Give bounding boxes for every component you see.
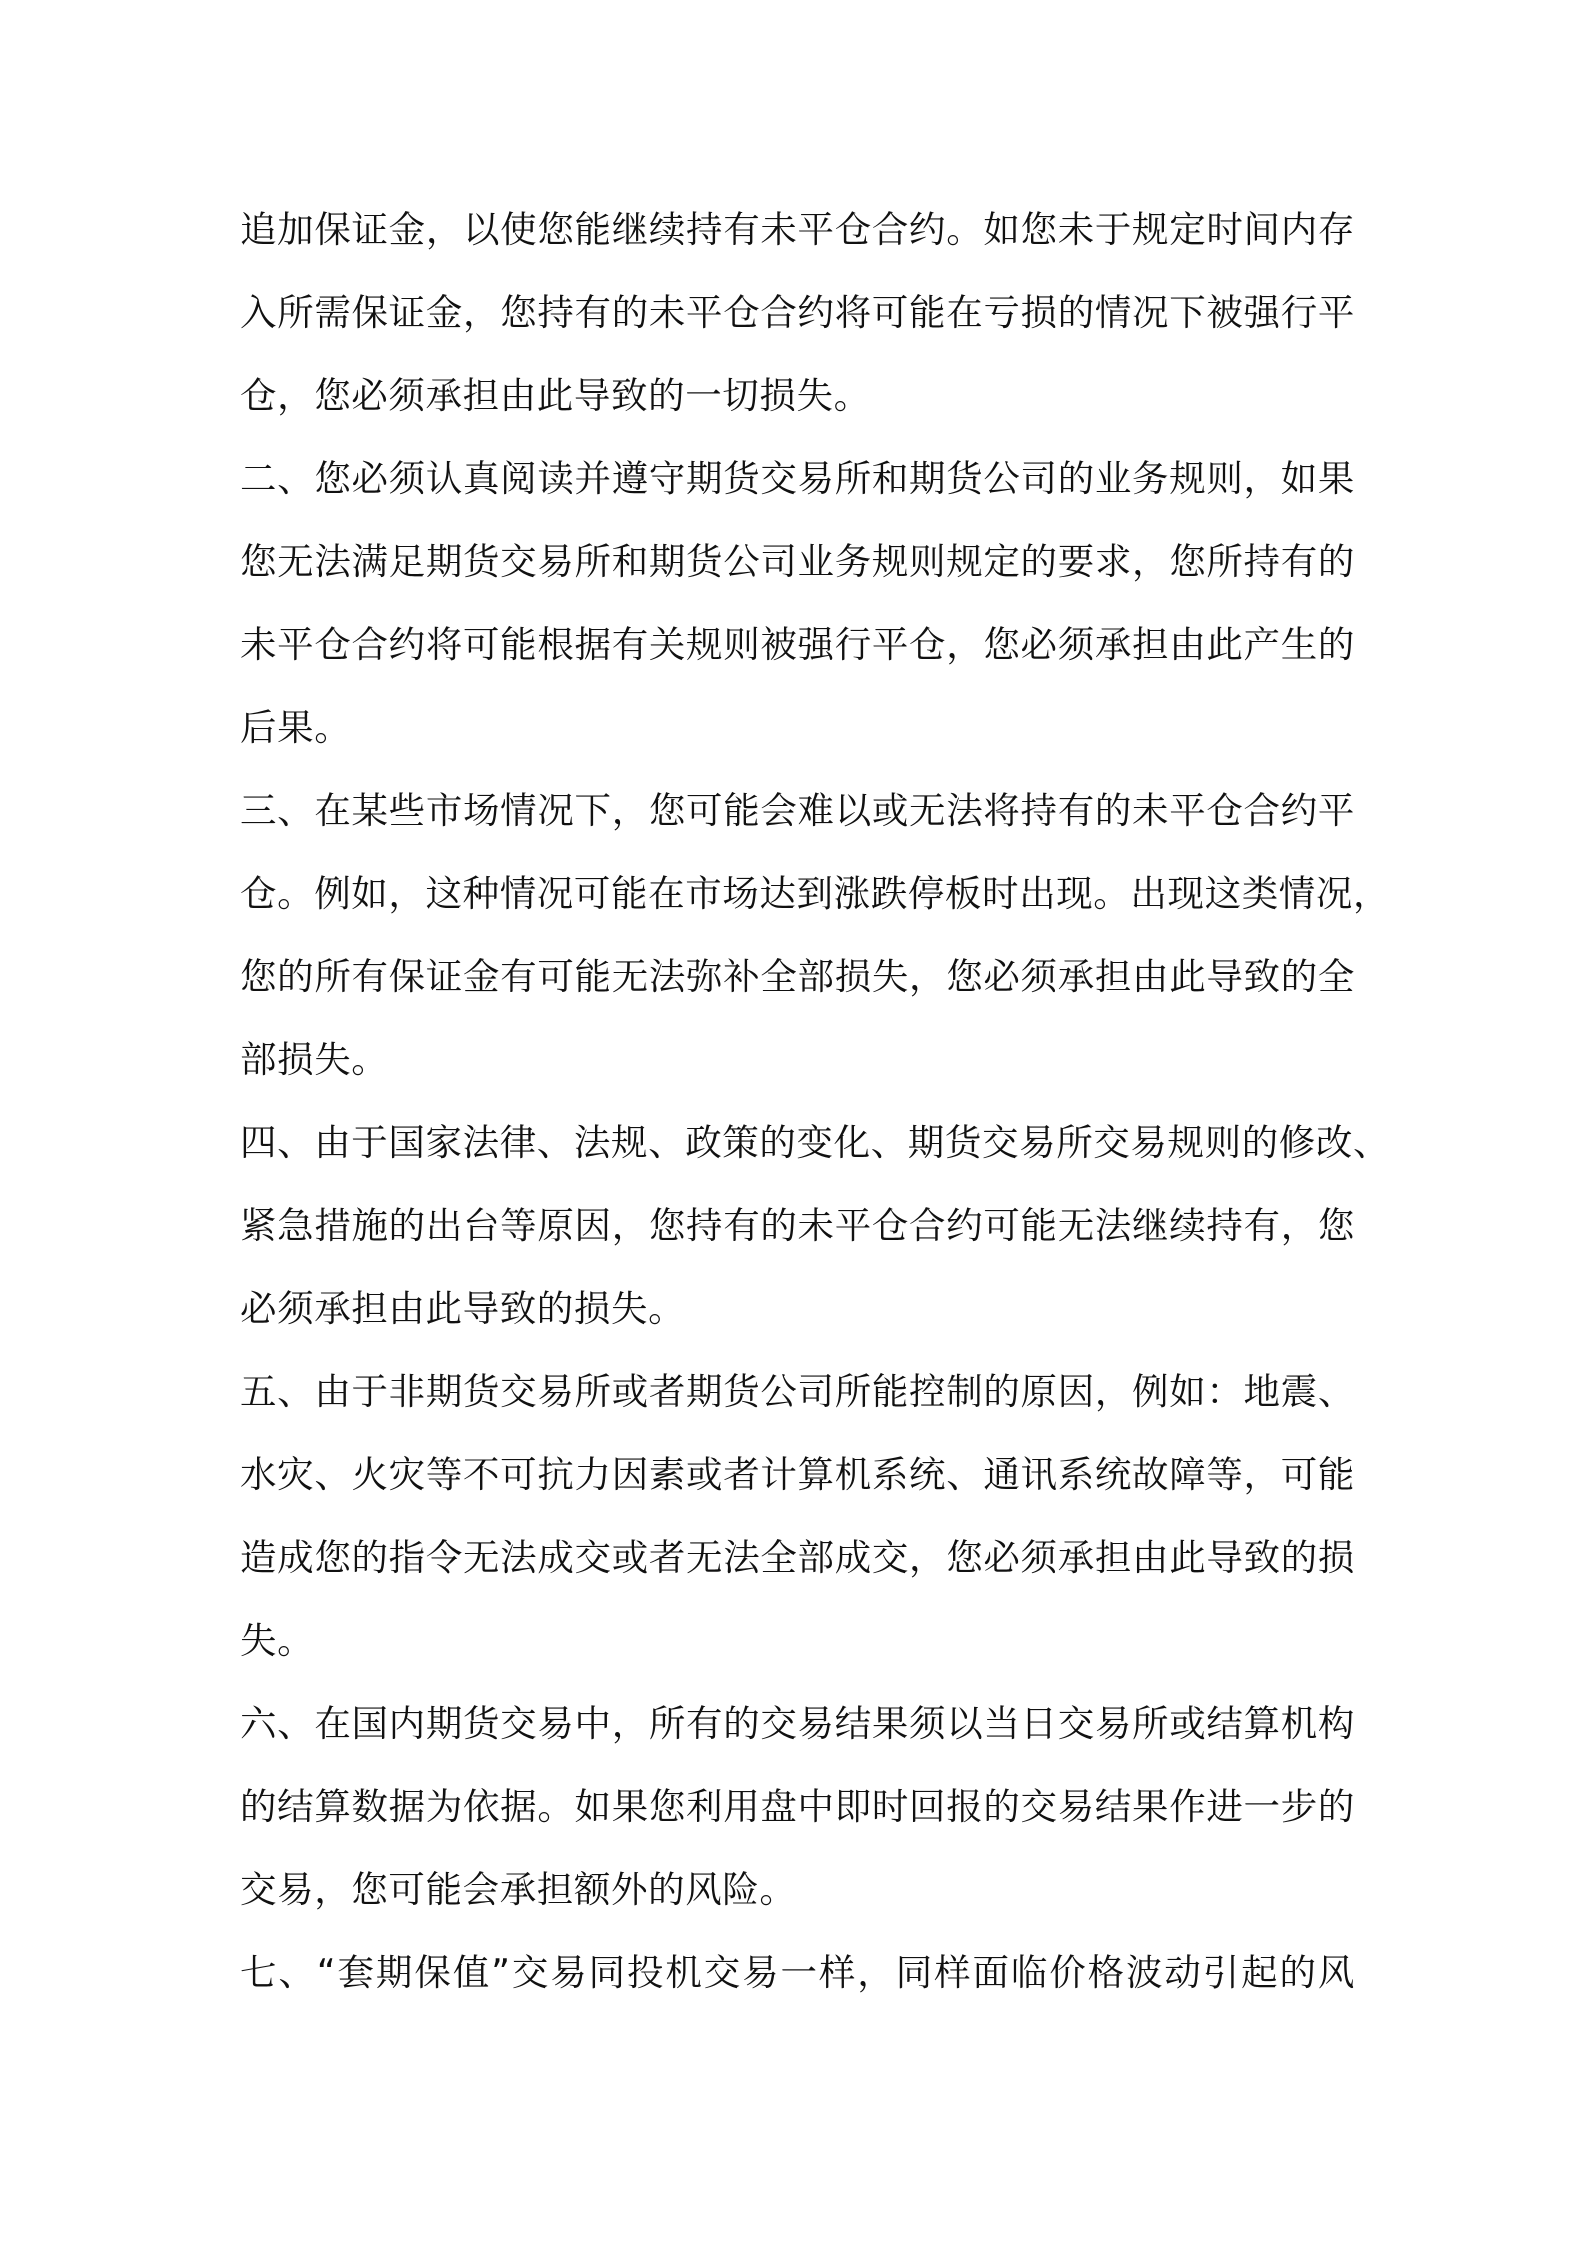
document-page xyxy=(240,188,1391,2014)
text-line: 后果。 xyxy=(240,706,352,749)
text-line: 追加保证金，以使您能继续持有未平仓合约。如您未于规定时间内存 xyxy=(240,208,1355,251)
text-line: 您无法满足期货交易所和期货公司业务规则规定的要求，您所持有的 xyxy=(240,540,1355,583)
text-line: 您的所有保证金有可能无法弥补全部损失，您必须承担由此导致的全 xyxy=(240,955,1355,998)
text-line: 四、由于国家法律、法规、政策的变化、期货交易所交易规则的修改、 xyxy=(240,1121,1391,1164)
text-line: 交易，您可能会承担额外的风险。 xyxy=(240,1868,797,1911)
text-line: 造成您的指令无法成交或者无法全部成交，您必须承担由此导致的损 xyxy=(240,1536,1355,1579)
text-line: 仓。例如，这种情况可能在市场达到涨跌停板时出现。出现这类情况， xyxy=(240,872,1391,915)
text-line: 的结算数据为依据。如果您利用盘中即时回报的交易结果作进一步的 xyxy=(240,1785,1355,1828)
text-line: 仓，您必须承担由此导致的一切损失。 xyxy=(240,374,871,417)
text-line: 二、您必须认真阅读并遵守期货交易所和期货公司的业务规则，如果 xyxy=(240,457,1355,500)
text-line: 入所需保证金，您持有的未平仓合约将可能在亏损的情况下被强行平 xyxy=(240,291,1355,334)
text-line: 未平仓合约将可能根据有关规则被强行平仓，您必须承担由此产生的 xyxy=(240,623,1355,666)
text-line: 三、在某些市场情况下，您可能会难以或无法将持有的未平仓合约平 xyxy=(240,789,1355,832)
text-line: 七、“套期保值”交易同投机交易一样，同样面临价格波动引起的风 xyxy=(240,1951,1355,1994)
text-line: 六、在国内期货交易中，所有的交易结果须以当日交易所或结算机构 xyxy=(240,1702,1355,1745)
text-line: 紧急措施的出台等原因，您持有的未平仓合约可能无法继续持有，您 xyxy=(240,1204,1355,1247)
text-line: 水灾、火灾等不可抗力因素或者计算机系统、通讯系统故障等，可能 xyxy=(240,1453,1355,1496)
text-line: 必须承担由此导致的损失。 xyxy=(240,1287,686,1330)
text-line: 失。 xyxy=(240,1619,315,1662)
text-line: 五、由于非期货交易所或者期货公司所能控制的原因，例如：地震、 xyxy=(240,1370,1355,1413)
text-line: 部损失。 xyxy=(240,1038,389,1081)
